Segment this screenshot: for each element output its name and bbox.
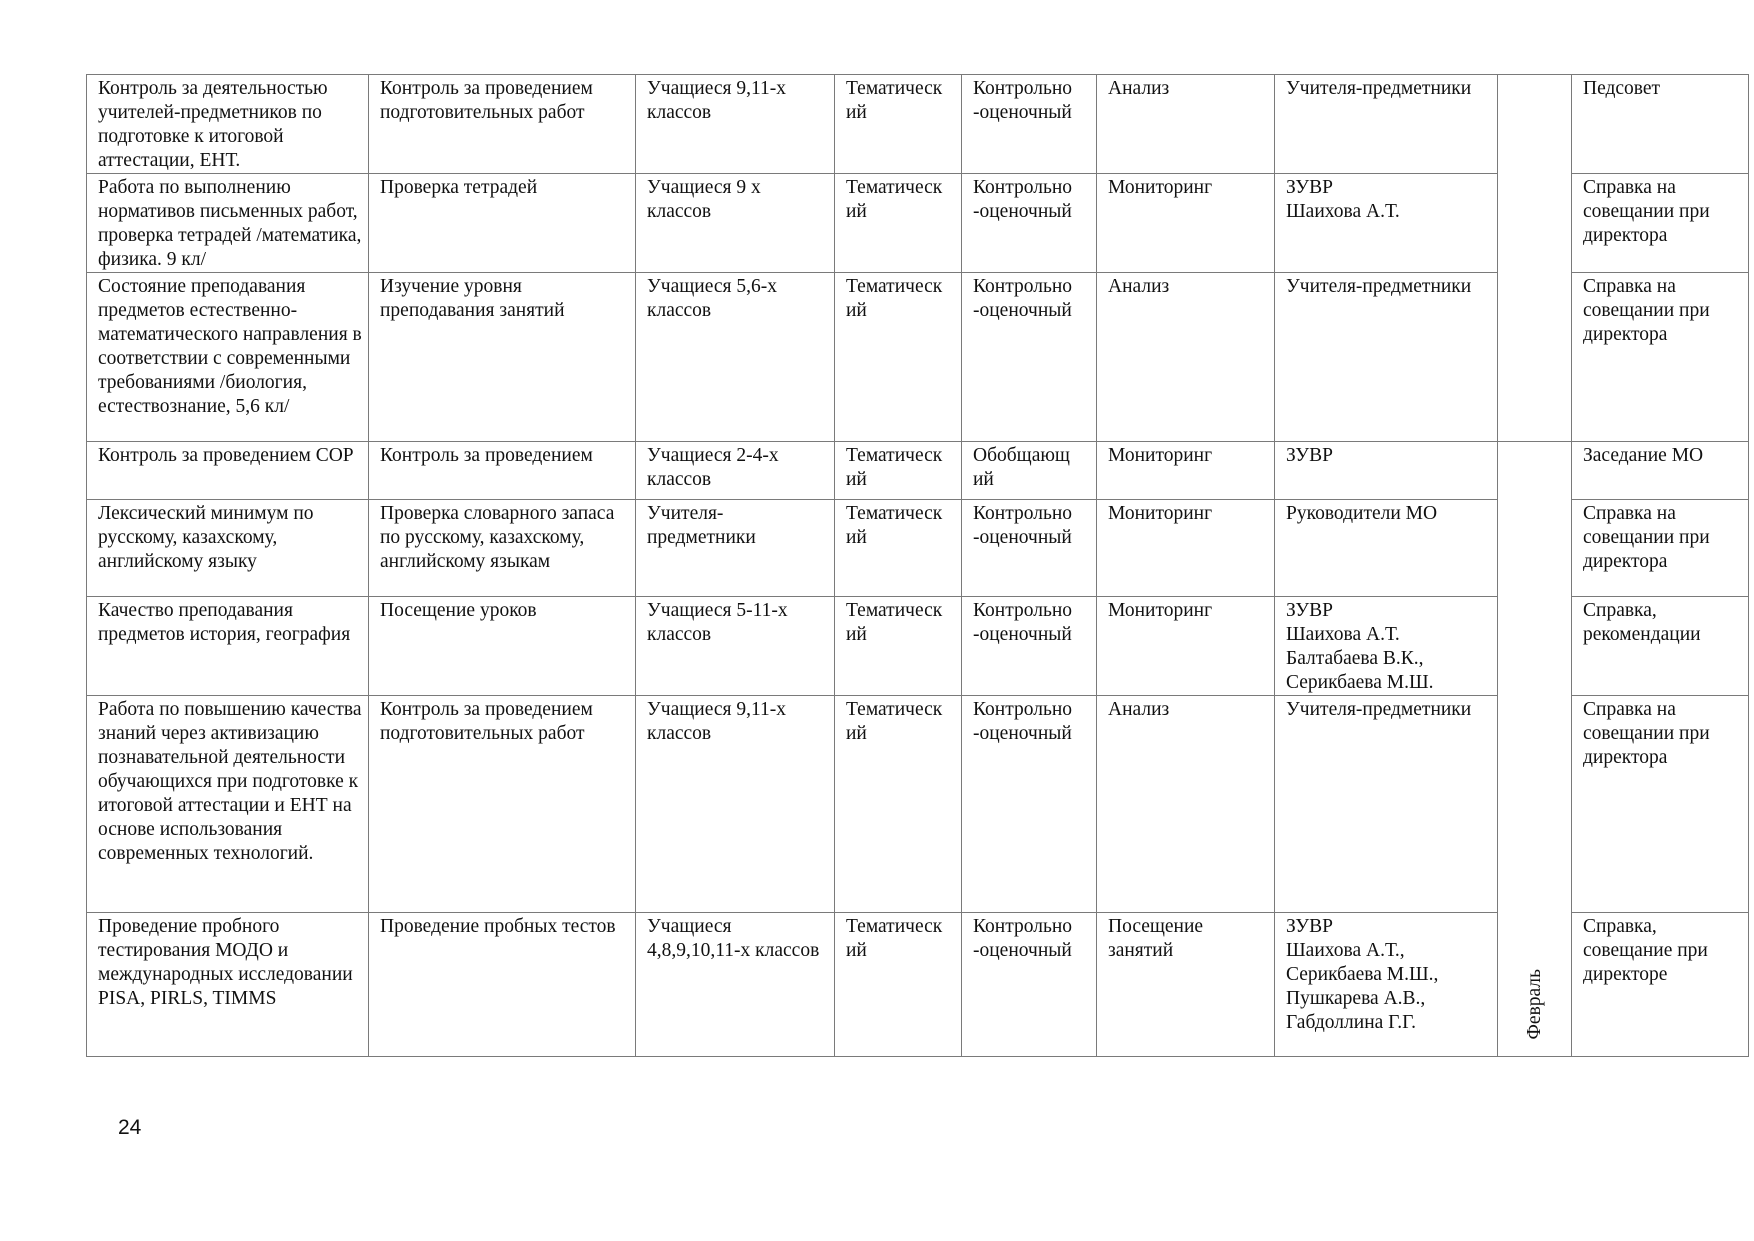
control-object-cell: Учащиеся 5-11-х классов [636, 597, 835, 696]
control-object-cell: Учителя-предметники [636, 500, 835, 597]
responsible-cell: Учителя-предметники [1275, 75, 1498, 174]
responsible-cell: Учителя-предметники [1275, 273, 1498, 442]
control-object-cell: Учащиеся 2-4-х классов [636, 442, 835, 500]
responsible-cell: ЗУВР [1275, 442, 1498, 500]
control-subject-cell: Работа по выполнению нормативов письменных работ, проверка тетрадей /математика, физика. 9 кл/ [87, 174, 369, 273]
result-cell: Педсовет [1572, 75, 1749, 174]
responsible-cell: ЗУВР Шаихова А.Т. [1275, 174, 1498, 273]
control-goal-cell: Контроль за проведением подготовительных работ [369, 696, 636, 913]
control-object-cell: Учащиеся 4,8,9,10,11-х классов [636, 913, 835, 1057]
month-label: Февраль [1523, 968, 1545, 1039]
control-object-cell: Учащиеся 9 х классов [636, 174, 835, 273]
control-method-cell: Контрольно -оценочный [962, 597, 1097, 696]
responsible-cell: ЗУВР Шаихова А.Т., Серикбаева М.Ш., Пушкарева А.В., Габдоллина Г.Г. [1275, 913, 1498, 1057]
result-cell: Справка на совещании при директора [1572, 174, 1749, 273]
responsible-cell: Учителя-предметники [1275, 696, 1498, 913]
control-goal-cell: Проверка тетрадей [369, 174, 636, 273]
control-method-cell: Контрольно -оценочный [962, 273, 1097, 442]
control-method-cell: Контрольно -оценочный [962, 500, 1097, 597]
control-goal-cell: Изучение уровня преподавания занятий [369, 273, 636, 442]
control-goal-cell: Посещение уроков [369, 597, 636, 696]
responsible-cell: ЗУВР Шаихова А.Т. Балтабаева В.К., Серикбаева М.Ш. [1275, 597, 1498, 696]
control-subject-cell: Состояние преподавания предметов естественно-математического направления в соответствии с современными требованиями /биология, естествознание, 5,6 кл/ [87, 273, 369, 442]
control-plan-table [86, 74, 1749, 1057]
control-type-cell: Тематическ ий [835, 500, 962, 597]
result-cell: Заседание МО [1572, 442, 1749, 500]
control-type-cell: Тематическ ий [835, 273, 962, 442]
table-row [87, 442, 1749, 500]
control-form-cell: Мониторинг [1097, 500, 1275, 597]
result-cell: Справка, совещание при директоре [1572, 913, 1749, 1057]
control-method-cell: Контрольно -оценочный [962, 75, 1097, 174]
control-method-cell: Контрольно -оценочный [962, 696, 1097, 913]
control-type-cell: Тематическ ий [835, 597, 962, 696]
control-type-cell: Тематическ ий [835, 913, 962, 1057]
result-cell: Справка на совещании при директора [1572, 696, 1749, 913]
control-subject-cell: Качество преподавания предметов история, география [87, 597, 369, 696]
control-goal-cell: Проведение пробных тестов [369, 913, 636, 1057]
control-method-cell: Контрольно -оценочный [962, 913, 1097, 1057]
control-form-cell: Мониторинг [1097, 597, 1275, 696]
month-cell [1498, 442, 1572, 1057]
control-subject-cell: Проведение пробного тестирования МОДО и международных исследовании PISA, PIRLS, TIMMS [87, 913, 369, 1057]
control-object-cell: Учащиеся 9,11-х классов [636, 75, 835, 174]
month-cell-empty [1498, 75, 1572, 442]
control-type-cell: Тематическ ий [835, 442, 962, 500]
control-subject-cell: Лексический минимум по русскому, казахскому, английскому языку [87, 500, 369, 597]
control-method-cell: Контрольно -оценочный [962, 174, 1097, 273]
control-object-cell: Учащиеся 5,6-х классов [636, 273, 835, 442]
table-row [87, 75, 1749, 174]
control-form-cell: Мониторинг [1097, 174, 1275, 273]
result-cell: Справка на совещании при директора [1572, 273, 1749, 442]
control-method-cell: Обобщающ ий [962, 442, 1097, 500]
control-subject-cell: Контроль за деятельностью учителей-предметников по подготовке к итоговой аттестации, ЕНТ. [87, 75, 369, 174]
control-type-cell: Тематическ ий [835, 75, 962, 174]
control-type-cell: Тематическ ий [835, 696, 962, 913]
result-cell: Справка на совещании при директора [1572, 500, 1749, 597]
control-form-cell: Мониторинг [1097, 442, 1275, 500]
control-goal-cell: Проверка словарного запаса по русскому, казахскому, английскому языкам [369, 500, 636, 597]
result-cell: Справка, рекомендации [1572, 597, 1749, 696]
control-subject-cell: Работа по повышению качества знаний через активизацию познавательной деятельности обучающихся при подготовке к итоговой аттестации и ЕНТ на основе использования современных технологий. [87, 696, 369, 913]
responsible-cell: Руководители МО [1275, 500, 1498, 597]
control-type-cell: Тематическ ий [835, 174, 962, 273]
control-object-cell: Учащиеся 9,11-х классов [636, 696, 835, 913]
control-goal-cell: Контроль за проведением подготовительных работ [369, 75, 636, 174]
control-subject-cell: Контроль за проведением СОР [87, 442, 369, 500]
control-form-cell: Анализ [1097, 273, 1275, 442]
control-goal-cell: Контроль за проведением [369, 442, 636, 500]
control-form-cell: Посещение занятий [1097, 913, 1275, 1057]
control-form-cell: Анализ [1097, 696, 1275, 913]
control-form-cell: Анализ [1097, 75, 1275, 174]
page-number: 24 [118, 1116, 142, 1139]
